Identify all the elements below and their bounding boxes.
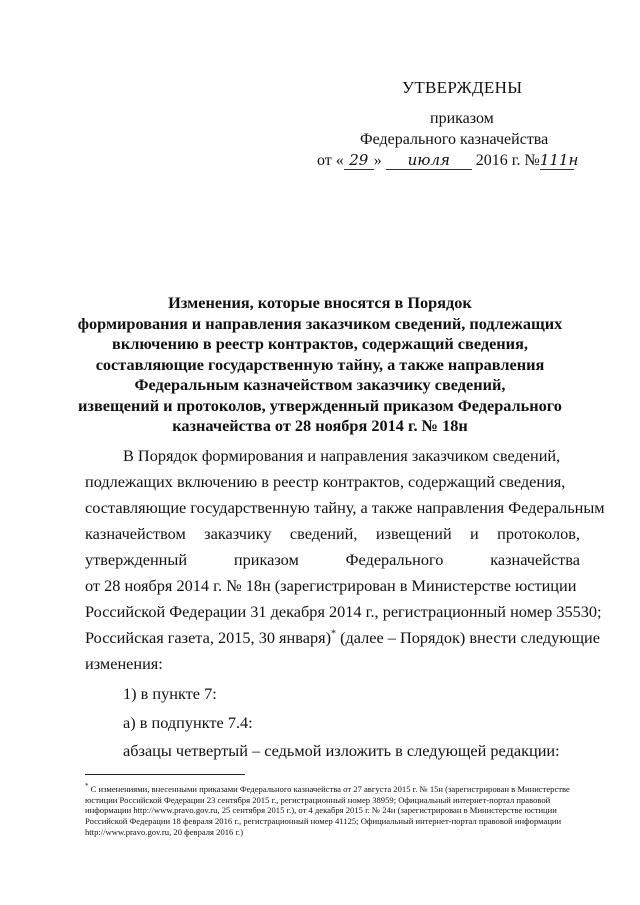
approval-line-order: приказом — [430, 110, 494, 127]
list-item: 1) в пункте 7: — [123, 684, 217, 703]
date-month: июля — [386, 151, 472, 170]
word: Федерального — [345, 550, 444, 569]
body-segment: Российская газета, 2015, 30 января) — [85, 628, 331, 647]
body-line: Российской Федерации 31 декабря 2014 г., регистрационный номер 35530; — [85, 602, 602, 621]
footnote-marker: * — [331, 628, 336, 640]
body-line: от 28 ноября 2014 г. № 18н (зарегистрирован в Министерстве юстиции — [85, 576, 577, 595]
word: сведений, — [289, 524, 358, 543]
footnote-line: http://www.pravo.gov.ru, 20 февраля 2016 г.) — [85, 827, 244, 838]
word: приказом — [233, 550, 299, 569]
date-mid: » — [373, 152, 382, 169]
body-line: изменения: — [85, 654, 163, 673]
title-line: включению в реестр контрактов, содержащий сведения, — [112, 334, 528, 353]
title-line: казначейства от 28 ноября 2014 г. № 18н — [172, 416, 468, 435]
footnote-line — [85, 781, 585, 795]
title-line: извещений и протоколов, утвержденный приказом Федерального — [78, 395, 562, 415]
title-line: Федеральным казначейством заказчику сведений, — [134, 375, 506, 394]
date-number: 111н — [539, 151, 579, 169]
footnote — [85, 781, 585, 838]
footnote-line: юстиции Российской Федерации 23 сентября 2015 г., регистрационный номер 38959; Официальный интернет-портал правовой — [85, 794, 551, 805]
footnote-star: * — [85, 782, 89, 790]
document-title — [60, 293, 580, 437]
body-line-justified — [85, 550, 580, 570]
body-line — [85, 628, 600, 648]
footnote-text: С изменениями, внесенными приказами Федерального казначейства от 27 августа 2015 г. № 15н (зарегистрирован в Министерстве — [90, 783, 570, 794]
word: утвержденный — [85, 550, 188, 569]
word: извещений — [375, 524, 452, 543]
word: казначейства — [490, 550, 580, 569]
footnote-divider — [85, 774, 245, 775]
word: казначейством — [85, 524, 186, 543]
title-line: формирования и направления заказчиком сведений, подлежащих — [77, 313, 563, 333]
body-line: В Порядок формирования и направления заказчиком сведений, — [123, 446, 561, 465]
date-year: 2016 г. № — [475, 152, 540, 169]
word: заказчику — [204, 524, 272, 543]
body-line: подлежащих включению в реестр контрактов, содержащий сведения, — [85, 472, 566, 491]
body-segment: (далее – Порядок) внести следующие — [336, 628, 600, 647]
title-line: Изменения, которые вносятся в Порядок — [168, 293, 472, 312]
body-line-justified — [85, 524, 580, 544]
approval-date-line — [317, 151, 579, 170]
title-line: составляющие государственную тайну, а также направления — [95, 354, 545, 374]
body-line: составляющие государственную тайну, а также направления Федеральным — [85, 498, 605, 517]
word: протоколов, — [497, 524, 580, 543]
approval-title: УТВЕРЖДЕНЫ — [402, 78, 523, 97]
date-day: 29 — [344, 151, 374, 170]
list-item: а) в подпункте 7.4: — [123, 713, 253, 732]
footnote-line: информации http://www.pravo.gov.ru, 25 сентября 2015 г.), от 4 декабря 2015 г. № 24н (зарегистрирован в Министерстве юстиции — [85, 805, 557, 816]
approval-line-agency: Федерального казначейства — [360, 131, 549, 148]
word: и — [470, 524, 479, 543]
footnote-line: Российской Федерации 18 февраля 2016 г., регистрационный номер 41125; Официальный интернет-портал правовой информации — [85, 816, 562, 827]
body-line: абзацы четвертый – седьмой изложить в следующей редакции: — [123, 741, 560, 760]
date-prefix: от « — [317, 152, 344, 169]
